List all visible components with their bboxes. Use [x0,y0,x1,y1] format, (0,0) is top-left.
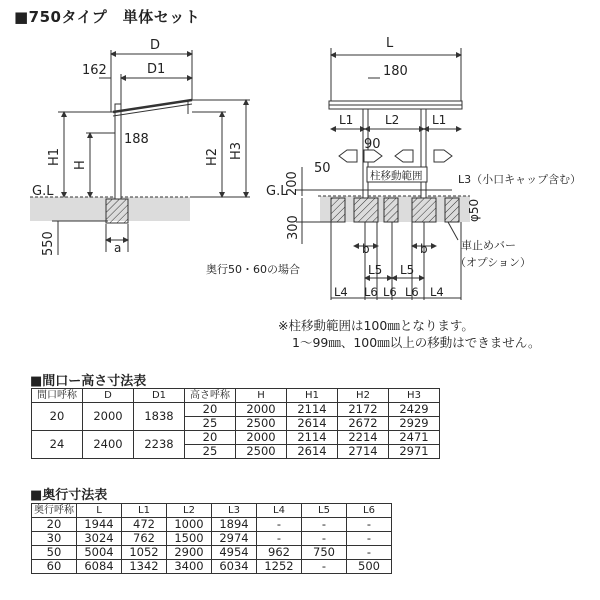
table-header: L1 [122,504,167,518]
table-header: 間口呼称 [32,389,83,403]
page-title: ■750タイプ 単体セット [14,8,201,26]
table-cell: 2000 [83,403,134,431]
table-cell: 2000 [236,431,287,445]
table-row [32,546,392,560]
dim-180: 180 [383,64,408,79]
table-cell: 6034 [212,560,257,574]
table-cell: 4954 [212,546,257,560]
option-label: （オプション） [455,256,532,269]
table-cell: 1838 [134,403,185,431]
table-cell: 20 [32,518,77,532]
table-cell: 962 [257,546,302,560]
table-cell: 5004 [77,546,122,560]
table-cell: 60 [32,560,77,574]
table-cell: - [347,546,392,560]
dim-L5: L5 [368,263,383,277]
table-cell: 2172 [338,403,389,417]
table-cell: 2614 [287,445,338,459]
dim-L1: L1 [339,113,354,127]
dim-H: H [73,160,88,170]
table-cell: 750 [302,546,347,560]
table-cell: 20 [32,403,83,431]
table-cell: 6084 [77,560,122,574]
table-cell: 500 [347,560,392,574]
dim-D1: D1 [147,62,166,77]
table-cell: 472 [122,518,167,532]
table-cell: 2114 [287,431,338,445]
dim-90: 90 [364,137,381,152]
table-cell: 2672 [338,417,389,431]
table-cell: 20 [185,431,236,445]
table-header: H [236,389,287,403]
table-cell: 2238 [134,431,185,459]
table-header: L3 [212,504,257,518]
dim-b: b [420,242,428,256]
table-cell: 2500 [236,417,287,431]
table-row [32,403,440,417]
dim-b: b [362,242,370,256]
table-cell: 1894 [212,518,257,532]
table-header: L2 [167,504,212,518]
dim-H3: H3 [229,141,244,160]
table-row [32,518,392,532]
table-header: D1 [134,389,185,403]
table-cell: 2000 [236,403,287,417]
foundation [384,198,398,222]
dim-a: a [114,241,122,255]
table-cell: 24 [32,431,83,459]
table-cell: 2929 [389,417,440,431]
table-header: L6 [347,504,392,518]
table-cell: 3024 [77,532,122,546]
table-header: H1 [287,389,338,403]
dim-L4: L4 [430,285,444,299]
dim-550: 550 [41,231,56,256]
table-cell: - [302,532,347,546]
table-cell: 1342 [122,560,167,574]
table-cell: 2974 [212,532,257,546]
dim-50: 50 [314,161,331,176]
move-range-label: 柱移動範囲 [370,170,423,182]
table-cell: - [257,518,302,532]
table-cell: - [302,560,347,574]
table-cell: 1000 [167,518,212,532]
table-cell: 20 [185,403,236,417]
table-cell: 1944 [77,518,122,532]
table-header: L [77,504,122,518]
table-header: H3 [389,389,440,403]
dim-L6: L6 [383,285,397,299]
table1-title: ■間口ー高さ寸法表 [30,374,147,389]
table-cell: 2714 [338,445,389,459]
table-cell: 2471 [389,431,440,445]
dim-L: L [386,36,394,51]
foundation [331,198,345,222]
stop-bar-label: 車止めバー [461,239,516,252]
table-cell: 2429 [389,403,440,417]
dim-D: D [150,38,161,53]
dim-300: 300 [286,215,301,240]
table-cell: 1252 [257,560,302,574]
note-line-1: ※柱移動範囲は100㎜となります。 [278,318,474,333]
table-cell: 25 [185,445,236,459]
dim-L4: L4 [334,285,348,299]
table-header: D [83,389,134,403]
table-cell: - [257,532,302,546]
table-header: 奥行呼称 [32,504,77,518]
note-line-2: 1～99㎜、100㎜以上の移動はできません。 [292,335,541,350]
table-cell: - [347,532,392,546]
post [421,109,426,198]
table-cell: 2500 [236,445,287,459]
table-cell: 1500 [167,532,212,546]
table-cell: 2971 [389,445,440,459]
foundation [412,198,436,222]
table-header: H2 [338,389,389,403]
table-cell: - [302,518,347,532]
dim-L3: L3（小口キャップ含む） [458,173,582,186]
table-cell: 50 [32,546,77,560]
dim-L6: L6 [364,285,378,299]
gl-label: G.L [266,184,288,199]
table-cell: 2400 [83,431,134,459]
dim-phi50: φ50 [467,198,481,222]
dim-H1: H1 [47,147,62,166]
table-cell: 1052 [122,546,167,560]
dim-162: 162 [82,63,107,78]
depth-case-label: 奥行50・60の場合 [206,263,300,276]
post [115,104,121,199]
dim-H2: H2 [205,147,220,166]
depth-table [31,503,392,574]
table-cell: 2214 [338,431,389,445]
table-cell: 30 [32,532,77,546]
table-cell: - [347,518,392,532]
table-cell: 2900 [167,546,212,560]
table-header: L4 [257,504,302,518]
table-cell: 3400 [167,560,212,574]
table-header: L5 [302,504,347,518]
dim-188: 188 [124,132,149,147]
foundation [445,198,459,222]
table-cell: 2114 [287,403,338,417]
foundation [106,199,128,223]
width-height-table [31,388,440,459]
table-cell: 762 [122,532,167,546]
gl-label: G.L [32,184,54,199]
dim-L2: L2 [385,113,400,127]
table2-title: ■奥行寸法表 [30,488,108,503]
dim-L5: L5 [400,263,415,277]
foundation [354,198,378,222]
table-row [32,431,440,445]
dim-L6: L6 [405,285,419,299]
table-cell: 2614 [287,417,338,431]
dim-L1: L1 [432,113,447,127]
table-row [32,532,392,546]
dim-200: 200 [285,171,300,196]
table-header: 高さ呼称 [185,389,236,403]
table-cell: 25 [185,417,236,431]
table-row [32,560,392,574]
